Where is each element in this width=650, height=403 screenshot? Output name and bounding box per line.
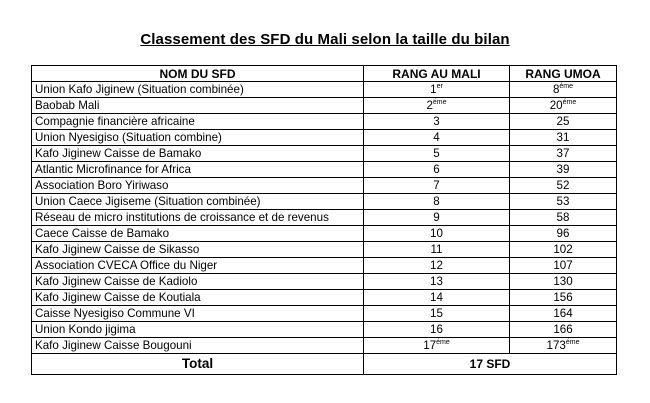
rank-mali-cell [364, 130, 510, 146]
rank-value: 166 [553, 322, 573, 336]
rank-umoa-cell [510, 242, 617, 258]
rank-ordinal-suffix: éme [565, 338, 580, 346]
rank-mali-cell [364, 82, 510, 98]
rank-value: 4 [433, 130, 440, 144]
rank-umoa-cell [510, 146, 617, 162]
sfd-name-cell: Union Kafo Jiginew (Situation combinée) [32, 82, 364, 98]
table-row [32, 130, 617, 146]
sfd-name-cell: Kafo Jiginew Caisse de Bamako [32, 146, 364, 162]
table-row [32, 322, 617, 338]
rank-umoa-cell [510, 290, 617, 306]
rank-umoa-cell [510, 258, 617, 274]
sfd-ranking-table [31, 65, 617, 375]
rank-mali-cell [364, 226, 510, 242]
rank-value: 16 [430, 322, 443, 336]
table-header-row [32, 66, 617, 82]
rank-mali-cell [364, 242, 510, 258]
sfd-name-cell: Kafo Jiginew Caisse de Sikasso [32, 242, 364, 258]
rank-value: 173 [546, 338, 566, 352]
sfd-name-cell: Kafo Jiginew Caisse de Kadiolo [32, 274, 364, 290]
rank-mali-cell [364, 290, 510, 306]
rank-value: 37 [556, 146, 570, 160]
rank-ordinal-suffix: éme [432, 98, 447, 106]
table-row [32, 290, 617, 306]
rank-mali-cell [364, 274, 510, 290]
rank-ordinal-suffix: éme [562, 98, 577, 106]
rank-mali-cell [364, 322, 510, 338]
rank-value: 12 [430, 258, 443, 272]
rank-value: 164 [553, 306, 573, 320]
table-row [32, 178, 617, 194]
rank-value: 14 [430, 290, 443, 304]
rank-value: 53 [556, 194, 570, 208]
rank-umoa-cell [510, 82, 617, 98]
rank-umoa-cell [510, 322, 617, 338]
header-rank-umoa: RANG UMOA [510, 66, 617, 82]
table-row [32, 306, 617, 322]
rank-value: 7 [433, 178, 440, 192]
rank-mali-cell [364, 98, 510, 114]
rank-umoa-cell [510, 226, 617, 242]
rank-umoa-cell [510, 210, 617, 226]
total-value: 17 SFD [364, 354, 617, 375]
sfd-name-cell: Caece Caisse de Bamako [32, 226, 364, 242]
table-row [32, 274, 617, 290]
rank-mali-cell [364, 146, 510, 162]
sfd-name-cell: Association CVECA Office du Niger [32, 258, 364, 274]
rank-value: 2 [426, 98, 433, 112]
table-row [32, 338, 617, 354]
rank-mali-cell [364, 306, 510, 322]
rank-value: 31 [556, 130, 570, 144]
sfd-name-cell: Union Kondo jigima [32, 322, 364, 338]
rank-umoa-cell [510, 178, 617, 194]
rank-value: 39 [556, 162, 570, 176]
table-row [32, 98, 617, 114]
rank-value: 8 [433, 194, 440, 208]
rank-value: 11 [430, 242, 443, 256]
rank-mali-cell [364, 178, 510, 194]
rank-umoa-cell [510, 338, 617, 354]
sfd-name-cell: Union Caece Jigiseme (Situation combinée) [32, 194, 364, 210]
rank-value: 5 [433, 146, 440, 160]
header-rank-mali: RANG AU MALI [364, 66, 510, 82]
rank-value: 15 [430, 306, 443, 320]
rank-value: 9 [433, 210, 440, 224]
rank-value: 25 [556, 114, 570, 128]
rank-umoa-cell [510, 114, 617, 130]
rank-value: 96 [556, 226, 570, 240]
sfd-name-cell: Union Nyesigiso (Situation combine) [32, 130, 364, 146]
table-row [32, 242, 617, 258]
table-row [32, 210, 617, 226]
table-row [32, 162, 617, 178]
rank-ordinal-suffix: éme [559, 82, 574, 90]
rank-value: 8 [552, 82, 560, 96]
rank-ordinal-suffix: éme [436, 338, 450, 346]
rank-value: 3 [433, 114, 440, 128]
rank-umoa-cell [510, 162, 617, 178]
rank-umoa-cell [510, 130, 617, 146]
sfd-name-cell: Réseau de micro institutions de croissance et de revenus [32, 210, 364, 226]
sfd-name-cell: Atlantic Microfinance for Africa [32, 162, 364, 178]
table-row [32, 114, 617, 130]
document-title: Classement des SFD du Mali selon la taille du bilan [140, 31, 510, 48]
rank-mali-cell [364, 338, 510, 354]
rank-value: 102 [553, 242, 573, 256]
sfd-name-cell: Compagnie financière africaine [32, 114, 364, 130]
rank-umoa-cell [510, 194, 617, 210]
total-row [32, 354, 617, 375]
rank-value: 52 [556, 178, 570, 192]
rank-value: 10 [430, 226, 443, 240]
rank-value: 1 [430, 82, 437, 96]
rank-value: 17 [423, 338, 437, 352]
table-row [32, 194, 617, 210]
rank-value: 156 [553, 290, 573, 304]
rank-umoa-cell [510, 274, 617, 290]
table-row [32, 258, 617, 274]
rank-value: 6 [433, 162, 440, 176]
rank-mali-cell [364, 258, 510, 274]
rank-value: 107 [553, 258, 573, 272]
header-name: NOM DU SFD [32, 66, 364, 82]
rank-mali-cell [364, 162, 510, 178]
rank-value: 130 [553, 274, 573, 288]
rank-mali-cell [364, 114, 510, 130]
rank-value: 13 [430, 274, 443, 288]
sfd-name-cell: Kafo Jiginew Caisse de Koutiala [32, 290, 364, 306]
rank-mali-cell [364, 210, 510, 226]
rank-ordinal-suffix: er [436, 82, 443, 90]
rank-value: 20 [549, 98, 563, 112]
sfd-name-cell: Caisse Nyesigiso Commune VI [32, 306, 364, 322]
table-row [32, 226, 617, 242]
rank-umoa-cell [510, 98, 617, 114]
total-label: Total [32, 354, 364, 375]
rank-mali-cell [364, 194, 510, 210]
table-row [32, 146, 617, 162]
sfd-name-cell: Association Boro Yiriwaso [32, 178, 364, 194]
sfd-name-cell: Kafo Jiginew Caisse Bougouni [32, 338, 364, 354]
rank-umoa-cell [510, 306, 617, 322]
rank-value: 58 [556, 210, 570, 224]
table-row [32, 82, 617, 98]
sfd-name-cell: Baobab Mali [32, 98, 364, 114]
